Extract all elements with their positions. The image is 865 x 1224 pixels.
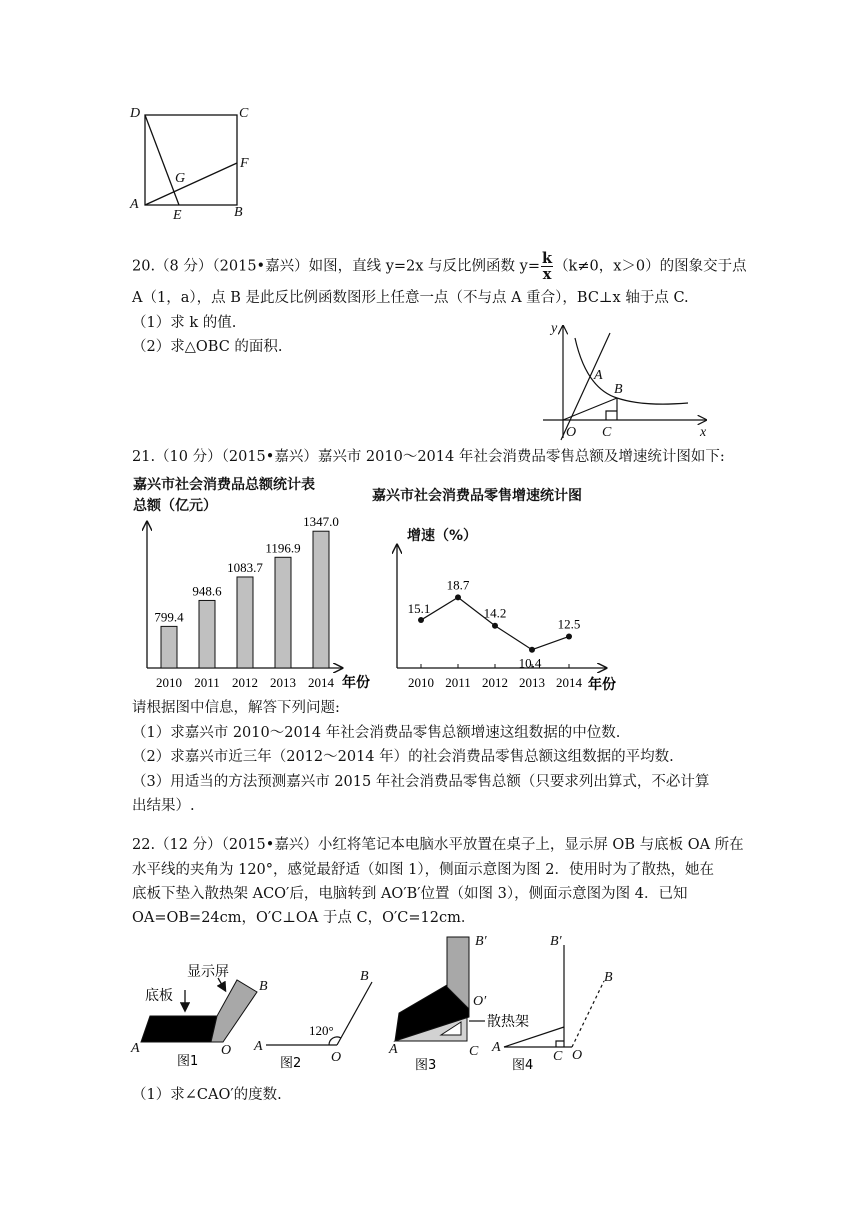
growth-value-label-2012: 14.2 [483,605,507,621]
q22-stem-line4: OA=OB=24cm，O′C⊥OA 于点 C，O′C=12cm． [132,910,476,926]
q21-part1: （1）求嘉兴市 2010～2014 年社会消费品零售总额增速这组数据的中位数. [132,725,621,741]
laptop-base [141,1016,217,1042]
point-label-B: B [614,382,623,397]
growth-value-label-2013: 10.4 [518,655,542,671]
caption-fig2: 图2 [280,1056,302,1071]
fraction-denominator: x [542,266,552,283]
bar-2013 [275,557,291,668]
q21-part2: （2）求嘉兴市近三年（2012～2014 年）的社会消费品零售总额这组数据的平均数. [132,749,674,765]
bar-value-label-2011: 948.6 [192,583,222,599]
label-fig4-C: C [553,1049,563,1064]
growth-point-2013 [529,647,535,653]
figure-4-geometry [486,925,636,1075]
bar-2014 [313,531,329,668]
label-F: F [240,156,249,171]
growth-value-label-2014: 12.5 [557,616,581,632]
growth-point-2011 [455,594,461,600]
origin-label-O: O [566,425,577,440]
caption-fig1: 图1 [177,1054,199,1069]
label-fig3-C: C [469,1044,479,1059]
growth-tick-label-2011: 2011 [445,675,471,690]
bar-2011 [199,600,215,668]
caption-fig4: 图4 [512,1058,534,1073]
bar-tick-label-2012: 2012 [232,675,258,690]
growth-tick-label-2013: 2013 [519,675,545,690]
label-fig3-A: A [389,1042,398,1057]
bar-chart-title: 嘉兴市社会消费品总额统计表 [133,477,315,493]
label-fig1-B: B [259,979,268,994]
fraction-numerator: k [542,250,553,267]
label-fig3-Bp: B′ [475,934,487,949]
label-D: D [130,106,141,121]
bar-tick-label-2014: 2014 [308,675,334,690]
q20-stem-b: （k≠0，x＞0）的图象交于点 [554,258,747,275]
label-E: E [173,208,182,223]
label-A: A [130,197,139,212]
label-B: B [234,205,243,220]
label-fig2-B: B [360,969,369,984]
figure-2-angle [248,968,388,1078]
q20-part2: （2）求△OBC 的面积. [132,339,283,355]
q21-part3-line1: （3）用适当的方法预测嘉兴市 2015 年社会消费品零售总额（只要求列出算式，不必计算 [132,774,710,790]
figure-square-abcd [126,100,266,225]
growth-tick-label-2012: 2012 [482,675,508,690]
bar-value-label-2010: 799.4 [154,609,184,625]
line-chart-title: 嘉兴市社会消费品零售增速统计图 [372,488,582,504]
bar-chart [120,505,380,705]
q22-stem-line1: 22.（12 分）（2015•嘉兴）小红将笔记本电脑水平放置在桌子上，显示屏 OB 与底板 OA 所在 [132,837,744,853]
q22-part1: （1）求∠CAO′的度数. [132,1087,282,1103]
growth-point-2012 [492,623,498,629]
axis-label-x: x [700,425,707,440]
growth-value-label-2011: 18.7 [446,577,470,593]
growth-point-2014 [566,633,572,639]
bar-chart-ylabel: 总额（亿元） [133,498,217,514]
point-label-A: A [594,368,603,383]
label-angle-120: 120° [309,1023,334,1038]
label-fig4-A: A [492,1040,501,1055]
bar-2010 [161,626,177,668]
growth-tick-label-2014: 2014 [556,675,582,690]
line-chart-ylabel: 增速（%） [407,528,478,544]
bar-tick-label-2010: 2010 [156,675,182,690]
caption-fig3: 图3 [415,1058,437,1073]
growth-value-label-2010: 15.1 [407,601,431,617]
label-C: C [239,106,249,121]
q22-stem-line2: 水平线的夹角为 120°，感觉最舒适（如图 1），侧面示意图为图 2．使用时为了散热，她在 [132,862,714,878]
label-fig2-A: A [254,1039,263,1054]
q21-part3-line2: 出结果）. [132,798,195,814]
bar-tick-label-2011: 2011 [194,675,220,690]
bar-2012 [237,577,253,668]
label-fig4-B: B [604,970,613,985]
label-fig1-A: A [131,1041,140,1056]
label-G: G [175,171,186,186]
q21-instruction: 请根据图中信息，解答下列问题: [132,700,340,716]
label-fig3-Op: O′ [473,994,487,1009]
growth-tick-label-2010: 2010 [408,675,434,690]
label-cooling-rack: 散热架 [487,1014,529,1030]
line-chart-xlabel: 年份 [588,677,616,693]
bar-chart-xlabel: 年份 [342,675,370,691]
q20-part1: （1）求 k 的值. [132,315,237,331]
bar-tick-label-2013: 2013 [270,675,296,690]
q20-stem-a: 20.（8 分）（2015•嘉兴）如图，直线 y=2x 与反比例函数 y= [132,258,541,275]
label-base: 底板 [145,988,173,1004]
growth-point-2010 [418,617,424,623]
label-screen: 显示屏 [187,964,229,980]
label-fig4-Bp: B′ [550,934,562,949]
q21-stem: 21.（10 分）（2015•嘉兴）嘉兴市 2010～2014 年社会消费品零售总额及增速统计图如下: [132,449,725,465]
bar-value-label-2013: 1196.9 [265,540,301,556]
q22-stem-line3: 底板下垫入散热架 ACO′后，电脑转到 AO′B′位置（如图 3），侧面示意图为图 4．已知 [132,886,688,902]
figure-hyperbola [538,318,718,446]
point-label-C: C [602,425,612,440]
axis-label-y: y [551,321,558,336]
bar-value-label-2012: 1083.7 [227,559,263,575]
q20-stem-line1 [132,251,747,282]
q20-stem-line2: A（1，a），点 B 是此反比例函数图形上任意一点（不与点 A 重合），BC⊥x 轴于点 C. [132,290,689,306]
label-fig4-O: O [572,1048,583,1063]
bar-value-label-2014: 1347.0 [303,514,339,530]
label-fig2-O: O [331,1050,342,1065]
fraction-k-over-x [541,251,553,282]
label-fig1-O: O [221,1043,232,1058]
line-chart [380,505,640,705]
